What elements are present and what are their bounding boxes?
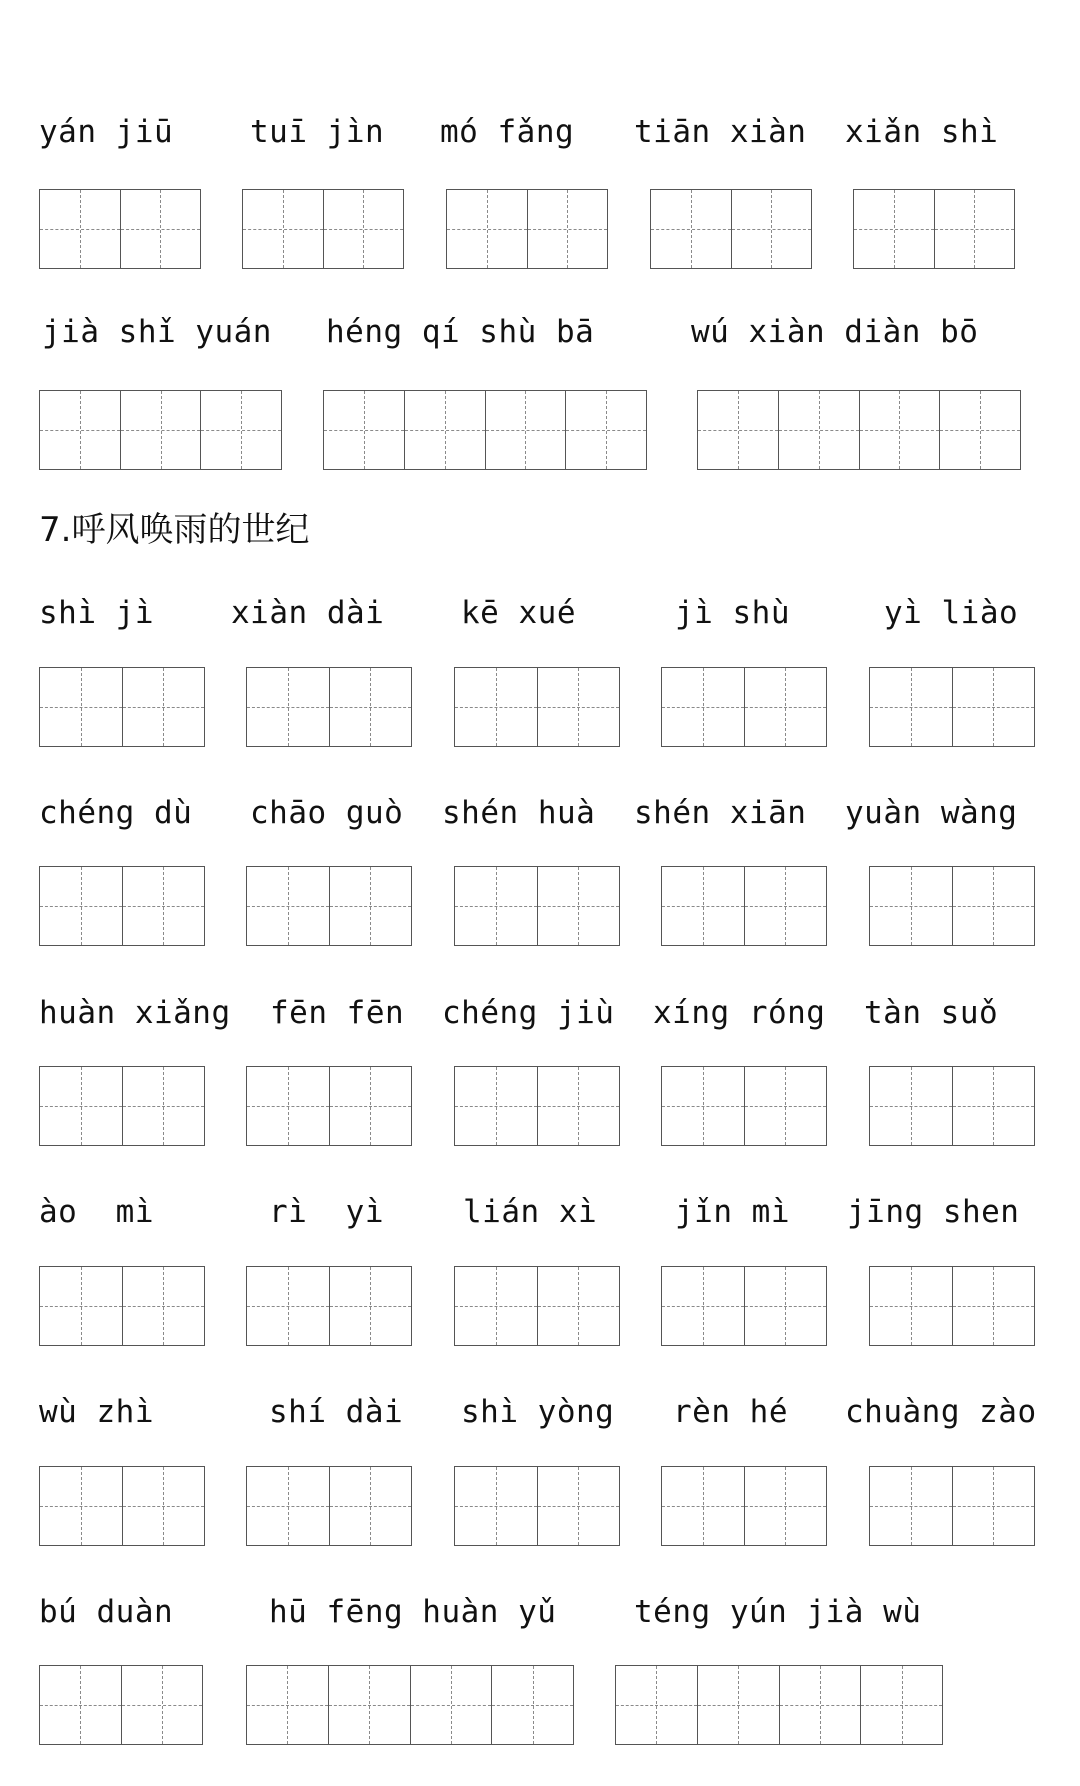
writing-grid[interactable] [869,667,1035,747]
tian-zi-ge-cell[interactable] [651,190,731,268]
writing-grid[interactable] [39,189,201,269]
pinyin-label: ào mì [39,1194,154,1230]
writing-grid[interactable] [242,189,404,269]
writing-grid[interactable] [39,1665,203,1745]
writing-grid[interactable] [39,1266,205,1346]
tian-zi-ge-cell[interactable] [247,668,329,746]
tian-zi-ge-cell[interactable] [40,867,122,945]
tian-zi-ge-cell[interactable] [698,391,778,469]
pinyin-label: shí dài [269,1394,404,1430]
tian-zi-ge-cell[interactable] [744,1467,827,1545]
writing-grid[interactable] [869,1466,1035,1546]
tian-zi-ge-cell[interactable] [952,867,1035,945]
tian-zi-ge-cell[interactable] [120,391,201,469]
tian-zi-ge-cell[interactable] [122,1267,205,1345]
pinyin-label: yì liào [884,595,1019,631]
pinyin-label: yán jiū [39,114,174,150]
pinyin-label: yuàn wàng [845,795,1018,831]
tian-zi-ge-cell[interactable] [485,391,566,469]
writing-grid[interactable] [661,1466,827,1546]
tian-zi-ge-cell[interactable] [537,1267,620,1345]
pinyin-label: xiǎn shì [845,114,999,150]
writing-grid[interactable] [246,667,412,747]
pinyin-label: wú xiàn diàn bō [691,314,979,350]
pinyin-label: hū fēng huàn yǔ [269,1594,557,1630]
pinyin-label: huàn xiǎng [39,995,231,1031]
tian-zi-ge-cell[interactable] [870,1067,952,1145]
tian-zi-ge-cell[interactable] [447,190,527,268]
tian-zi-ge-cell[interactable] [934,190,1015,268]
pinyin-label: jǐn mì [675,1194,790,1230]
tian-zi-ge-cell[interactable] [40,668,122,746]
tian-zi-ge-cell[interactable] [616,1666,697,1744]
tian-zi-ge-cell[interactable] [662,867,744,945]
writing-grid[interactable] [661,667,827,747]
tian-zi-ge-cell[interactable] [40,1666,121,1744]
tian-zi-ge-cell[interactable] [731,190,812,268]
tian-zi-ge-cell[interactable] [662,668,744,746]
pinyin-label: bú duàn [39,1594,174,1630]
pinyin-label: chuàng zào [845,1394,1037,1430]
pinyin-label: shì jì [39,595,154,631]
pinyin-label: fēn fēn [270,995,405,1031]
pinyin-label: téng yún jià wù [634,1594,922,1630]
tian-zi-ge-cell[interactable] [952,668,1035,746]
pinyin-label: mó fǎng [440,114,575,150]
pinyin-label: jì shù [675,595,790,631]
tian-zi-ge-cell[interactable] [40,391,120,469]
tian-zi-ge-cell[interactable] [952,1467,1035,1545]
tian-zi-ge-cell[interactable] [455,1467,537,1545]
pinyin-label: jià shǐ yuán [42,314,272,350]
tian-zi-ge-cell[interactable] [329,1267,412,1345]
pinyin-label: shén xiān [634,795,807,831]
tian-zi-ge-cell[interactable] [537,867,620,945]
writing-grid[interactable] [246,1066,412,1146]
tian-zi-ge-cell[interactable] [40,1267,122,1345]
tian-zi-ge-cell[interactable] [247,1666,328,1744]
tian-zi-ge-cell[interactable] [247,1467,329,1545]
writing-grid[interactable] [39,667,205,747]
tian-zi-ge-cell[interactable] [122,668,205,746]
tian-zi-ge-cell[interactable] [121,1666,203,1744]
tian-zi-ge-cell[interactable] [744,668,827,746]
tian-zi-ge-cell[interactable] [859,391,940,469]
pinyin-label: héng qí shù bā [326,314,595,350]
tian-zi-ge-cell[interactable] [870,1467,952,1545]
tian-zi-ge-cell[interactable] [329,668,412,746]
tian-zi-ge-cell[interactable] [455,1267,537,1345]
tian-zi-ge-cell[interactable] [697,1666,779,1744]
tian-zi-ge-cell[interactable] [537,1067,620,1145]
tian-zi-ge-cell[interactable] [662,1467,744,1545]
tian-zi-ge-cell[interactable] [527,190,608,268]
writing-grid[interactable] [661,1266,827,1346]
tian-zi-ge-cell[interactable] [662,1067,744,1145]
pinyin-label: xiàn dài [231,595,385,631]
tian-zi-ge-cell[interactable] [243,190,323,268]
tian-zi-ge-cell[interactable] [329,867,412,945]
writing-grid[interactable] [246,866,412,946]
writing-grid[interactable] [246,1466,412,1546]
tian-zi-ge-cell[interactable] [410,1666,492,1744]
pinyin-label: tàn suǒ [864,995,999,1031]
pinyin-label: tuī jìn [250,114,385,150]
tian-zi-ge-cell[interactable] [120,190,201,268]
writing-grid[interactable] [39,390,282,470]
tian-zi-ge-cell[interactable] [40,190,120,268]
tian-zi-ge-cell[interactable] [870,1267,952,1345]
tian-zi-ge-cell[interactable] [939,391,1020,469]
tian-zi-ge-cell[interactable] [860,1666,942,1744]
tian-zi-ge-cell[interactable] [662,1267,744,1345]
tian-zi-ge-cell[interactable] [247,867,329,945]
tian-zi-ge-cell[interactable] [870,668,952,746]
pinyin-label: lián xì [463,1194,598,1230]
writing-grid[interactable] [853,189,1015,269]
tian-zi-ge-cell[interactable] [324,391,404,469]
tian-zi-ge-cell[interactable] [40,1067,122,1145]
pinyin-label: shì yòng [461,1394,615,1430]
tian-zi-ge-cell[interactable] [952,1267,1035,1345]
tian-zi-ge-cell[interactable] [952,1067,1035,1145]
tian-zi-ge-cell[interactable] [537,1467,620,1545]
writing-grid[interactable] [246,1266,412,1346]
writing-grid[interactable] [454,667,620,747]
tian-zi-ge-cell[interactable] [455,867,537,945]
writing-grid[interactable] [39,866,205,946]
writing-grid[interactable] [446,189,608,269]
writing-grid[interactable] [454,1466,620,1546]
tian-zi-ge-cell[interactable] [329,1067,412,1145]
tian-zi-ge-cell[interactable] [779,1666,861,1744]
pinyin-label: wù zhì [39,1394,154,1430]
tian-zi-ge-cell[interactable] [744,1267,827,1345]
tian-zi-ge-cell[interactable] [404,391,485,469]
tian-zi-ge-cell[interactable] [870,867,952,945]
pinyin-label: chéng jiù [442,995,615,1031]
pinyin-label: chāo guò [250,795,404,831]
tian-zi-ge-cell[interactable] [323,190,404,268]
tian-zi-ge-cell[interactable] [744,1067,827,1145]
pinyin-label: kē xué [461,595,576,631]
writing-grid[interactable] [661,1066,827,1146]
tian-zi-ge-cell[interactable] [122,1467,205,1545]
tian-zi-ge-cell[interactable] [744,867,827,945]
writing-grid[interactable] [454,1066,620,1146]
writing-grid[interactable] [661,866,827,946]
tian-zi-ge-cell[interactable] [122,1067,205,1145]
writing-grid[interactable] [650,189,812,269]
pinyin-label: tiān xiàn [634,114,807,150]
tian-zi-ge-cell[interactable] [565,391,646,469]
writing-grid[interactable] [454,866,620,946]
tian-zi-ge-cell[interactable] [491,1666,573,1744]
writing-grid[interactable] [615,1665,943,1745]
pinyin-label: jīng shen [847,1194,1020,1230]
tian-zi-ge-cell[interactable] [854,190,934,268]
writing-grid[interactable] [869,1266,1035,1346]
writing-grid[interactable] [454,1266,620,1346]
tian-zi-ge-cell[interactable] [455,1067,537,1145]
writing-grid[interactable] [697,390,1021,470]
writing-grid[interactable] [869,866,1035,946]
tian-zi-ge-cell[interactable] [537,668,620,746]
writing-grid[interactable] [39,1066,205,1146]
writing-grid[interactable] [39,1466,205,1546]
tian-zi-ge-cell[interactable] [778,391,859,469]
writing-grid[interactable] [869,1066,1035,1146]
pinyin-label: chéng dù [39,795,193,831]
section-title: 7.呼风唤雨的世纪 [39,510,310,550]
writing-grid[interactable] [323,390,647,470]
pinyin-label: shén huà [442,795,596,831]
tian-zi-ge-cell[interactable] [247,1267,329,1345]
tian-zi-ge-cell[interactable] [200,391,281,469]
tian-zi-ge-cell[interactable] [329,1467,412,1545]
pinyin-label: xíng róng [653,995,826,1031]
pinyin-label: rèn hé [673,1394,788,1430]
tian-zi-ge-cell[interactable] [40,1467,122,1545]
pinyin-label: rì yì [269,1194,384,1230]
tian-zi-ge-cell[interactable] [455,668,537,746]
tian-zi-ge-cell[interactable] [247,1067,329,1145]
tian-zi-ge-cell[interactable] [122,867,205,945]
writing-grid[interactable] [246,1665,574,1745]
tian-zi-ge-cell[interactable] [328,1666,410,1744]
